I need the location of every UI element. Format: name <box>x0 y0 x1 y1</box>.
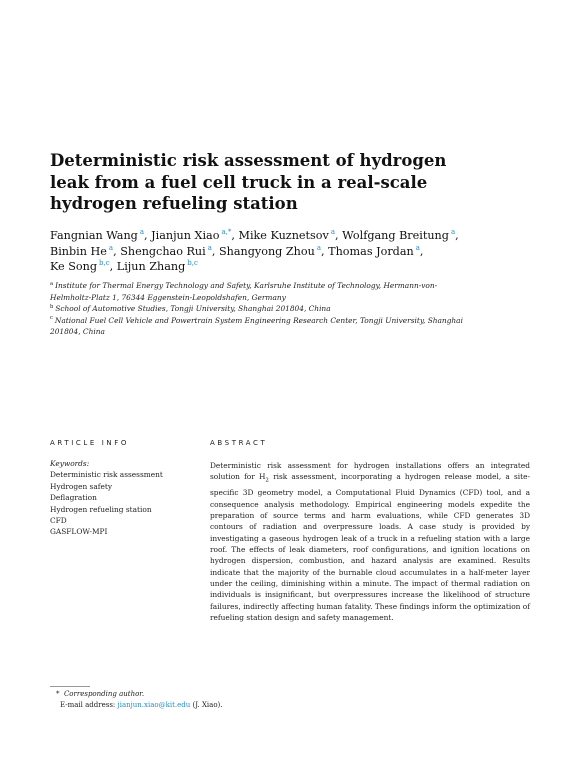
author-list <box>50 228 480 275</box>
footnote-marker: * <box>56 690 60 698</box>
keyword-item: GASFLOW-MPI <box>50 527 108 537</box>
abstract-text <box>210 460 530 623</box>
abstract-part2: risk assessment, incorporating a hydrogen release model, a site-specific 3D geometry model, a Computational Fluid Dynamics (CFD) tool, and a consequence analysis methodology. Empirical engineering models expedite the preparation of source terms and harm evaluations, while CFD generates 3D contours of radiation and overpressure loads. A case study is provided by investigating a gaseous hydrogen leak of a truck in a refueling station with a large roof. The effects of leak diameters, roof configurations, and ignition locations on hydrogen dispersion, combustion, and hazard analysis are examined. Results indicate that the majority of the burnable cloud accumulates in a half-meter layer under the ceiling, diminishing within a minute. The impact of thermal radiation on individuals is insignificant, but overpressures increase the likelihood of structure failures, indirectly affecting human fatality. These findings inform the optimization of refueling station design and safety management. <box>210 472 530 622</box>
keywords-label: Keywords: <box>50 459 90 468</box>
author-separator: , <box>211 244 216 258</box>
author-name <box>50 229 148 242</box>
abstract-heading: ABSTRACT <box>210 439 268 447</box>
email-link[interactable]: jianjun.xiao@kit.edu <box>117 701 191 709</box>
keyword-item: Hydrogen refueling station <box>50 504 152 514</box>
keyword-item: Deterministic risk assessment <box>50 470 163 480</box>
author-name <box>328 245 423 258</box>
keyword-item: Deflagration <box>50 493 97 503</box>
author-affiliation-marker[interactable]: a,* <box>221 228 232 237</box>
author-separator: , <box>455 229 459 242</box>
author-separator: , <box>231 229 235 242</box>
author-text: Binbin He <box>50 244 107 258</box>
affiliation-item <box>50 280 470 303</box>
keywords-list <box>50 469 200 537</box>
affiliation-marker: a <box>50 280 54 287</box>
author-text: Wolfgang Breitung <box>342 229 449 242</box>
author-name <box>50 245 117 258</box>
affiliation-marker: b <box>50 303 54 310</box>
author-name <box>151 229 235 242</box>
author-text: Thomas Jordan <box>328 244 414 258</box>
affiliation-text: National Fuel Cell Vehicle and Powertrain System Engineering Research Center, Tongji University, Shanghai 201804, China <box>50 315 463 337</box>
affiliation-item <box>50 315 470 338</box>
author-affiliation-marker[interactable]: a <box>207 243 212 252</box>
keywords-block <box>50 458 200 538</box>
email-label: E-mail address: <box>60 701 116 709</box>
keyword-item: Hydrogen safety <box>50 481 113 491</box>
keyword-item: CFD <box>50 516 67 526</box>
author-name <box>120 245 215 258</box>
author-name <box>219 245 325 258</box>
author-separator: , <box>113 244 117 258</box>
author-separator: , <box>419 244 424 258</box>
h2-subscript: 2 <box>265 477 269 484</box>
author-separator: , <box>144 229 148 242</box>
affiliation-text: Institute for Thermal Energy Technology and Safety, Karlsruhe Institute of Technology, Hermann-von-Helmholtz-Platz 1, 76344 Eggenstein-Leopoldshafen, Germany <box>50 281 438 302</box>
affiliation-text: School of Automotive Studies, Tongji University, Shanghai 201804, China <box>55 304 331 314</box>
author-name <box>117 260 198 273</box>
author-affiliation-marker[interactable]: b,c <box>99 259 110 268</box>
affiliation-marker: c <box>50 315 53 322</box>
email-suffix: (J. Xiao). <box>192 701 223 709</box>
author-name <box>50 260 113 273</box>
author-text: Mike Kuznetsov <box>238 229 329 242</box>
author-text: Fangnian Wang <box>50 229 138 242</box>
author-separator: , <box>335 229 339 242</box>
article-info-heading: ARTICLE INFO <box>50 439 129 447</box>
author-separator: , <box>321 244 325 258</box>
footnote <box>56 689 356 711</box>
author-separator: , <box>109 260 114 273</box>
footnote-rule <box>50 686 90 687</box>
author-affiliation-marker[interactable]: a <box>450 228 456 237</box>
affiliations <box>50 280 470 338</box>
paper-title: Deterministic risk assessment of hydrogen leak from a fuel cell truck in a real-scale hydrogen refueling station <box>50 151 447 213</box>
author-affiliation-marker[interactable]: a <box>330 228 336 237</box>
affiliation-item <box>50 303 470 315</box>
author-affiliation-marker[interactable]: a <box>139 228 145 237</box>
author-name <box>342 229 459 242</box>
author-affiliation-marker[interactable]: a <box>316 243 322 252</box>
author-affiliation-marker[interactable]: a <box>415 243 420 252</box>
author-text: Jianjun Xiao <box>151 229 220 242</box>
corresponding-author-label: Corresponding author. <box>63 690 145 698</box>
author-text: Shangyong Zhou <box>219 244 315 258</box>
author-text: Lijun Zhang <box>116 260 186 273</box>
author-affiliation-marker[interactable]: a <box>108 243 114 252</box>
author-affiliation-marker[interactable]: b,c <box>187 259 198 268</box>
abstract-part1: Deterministic risk assessment for hydrogen installations offers an integrated solution for H <box>210 461 530 482</box>
author-text: Shengchao Rui <box>120 244 206 258</box>
author-name <box>239 229 339 242</box>
author-text: Ke Song <box>50 260 98 273</box>
